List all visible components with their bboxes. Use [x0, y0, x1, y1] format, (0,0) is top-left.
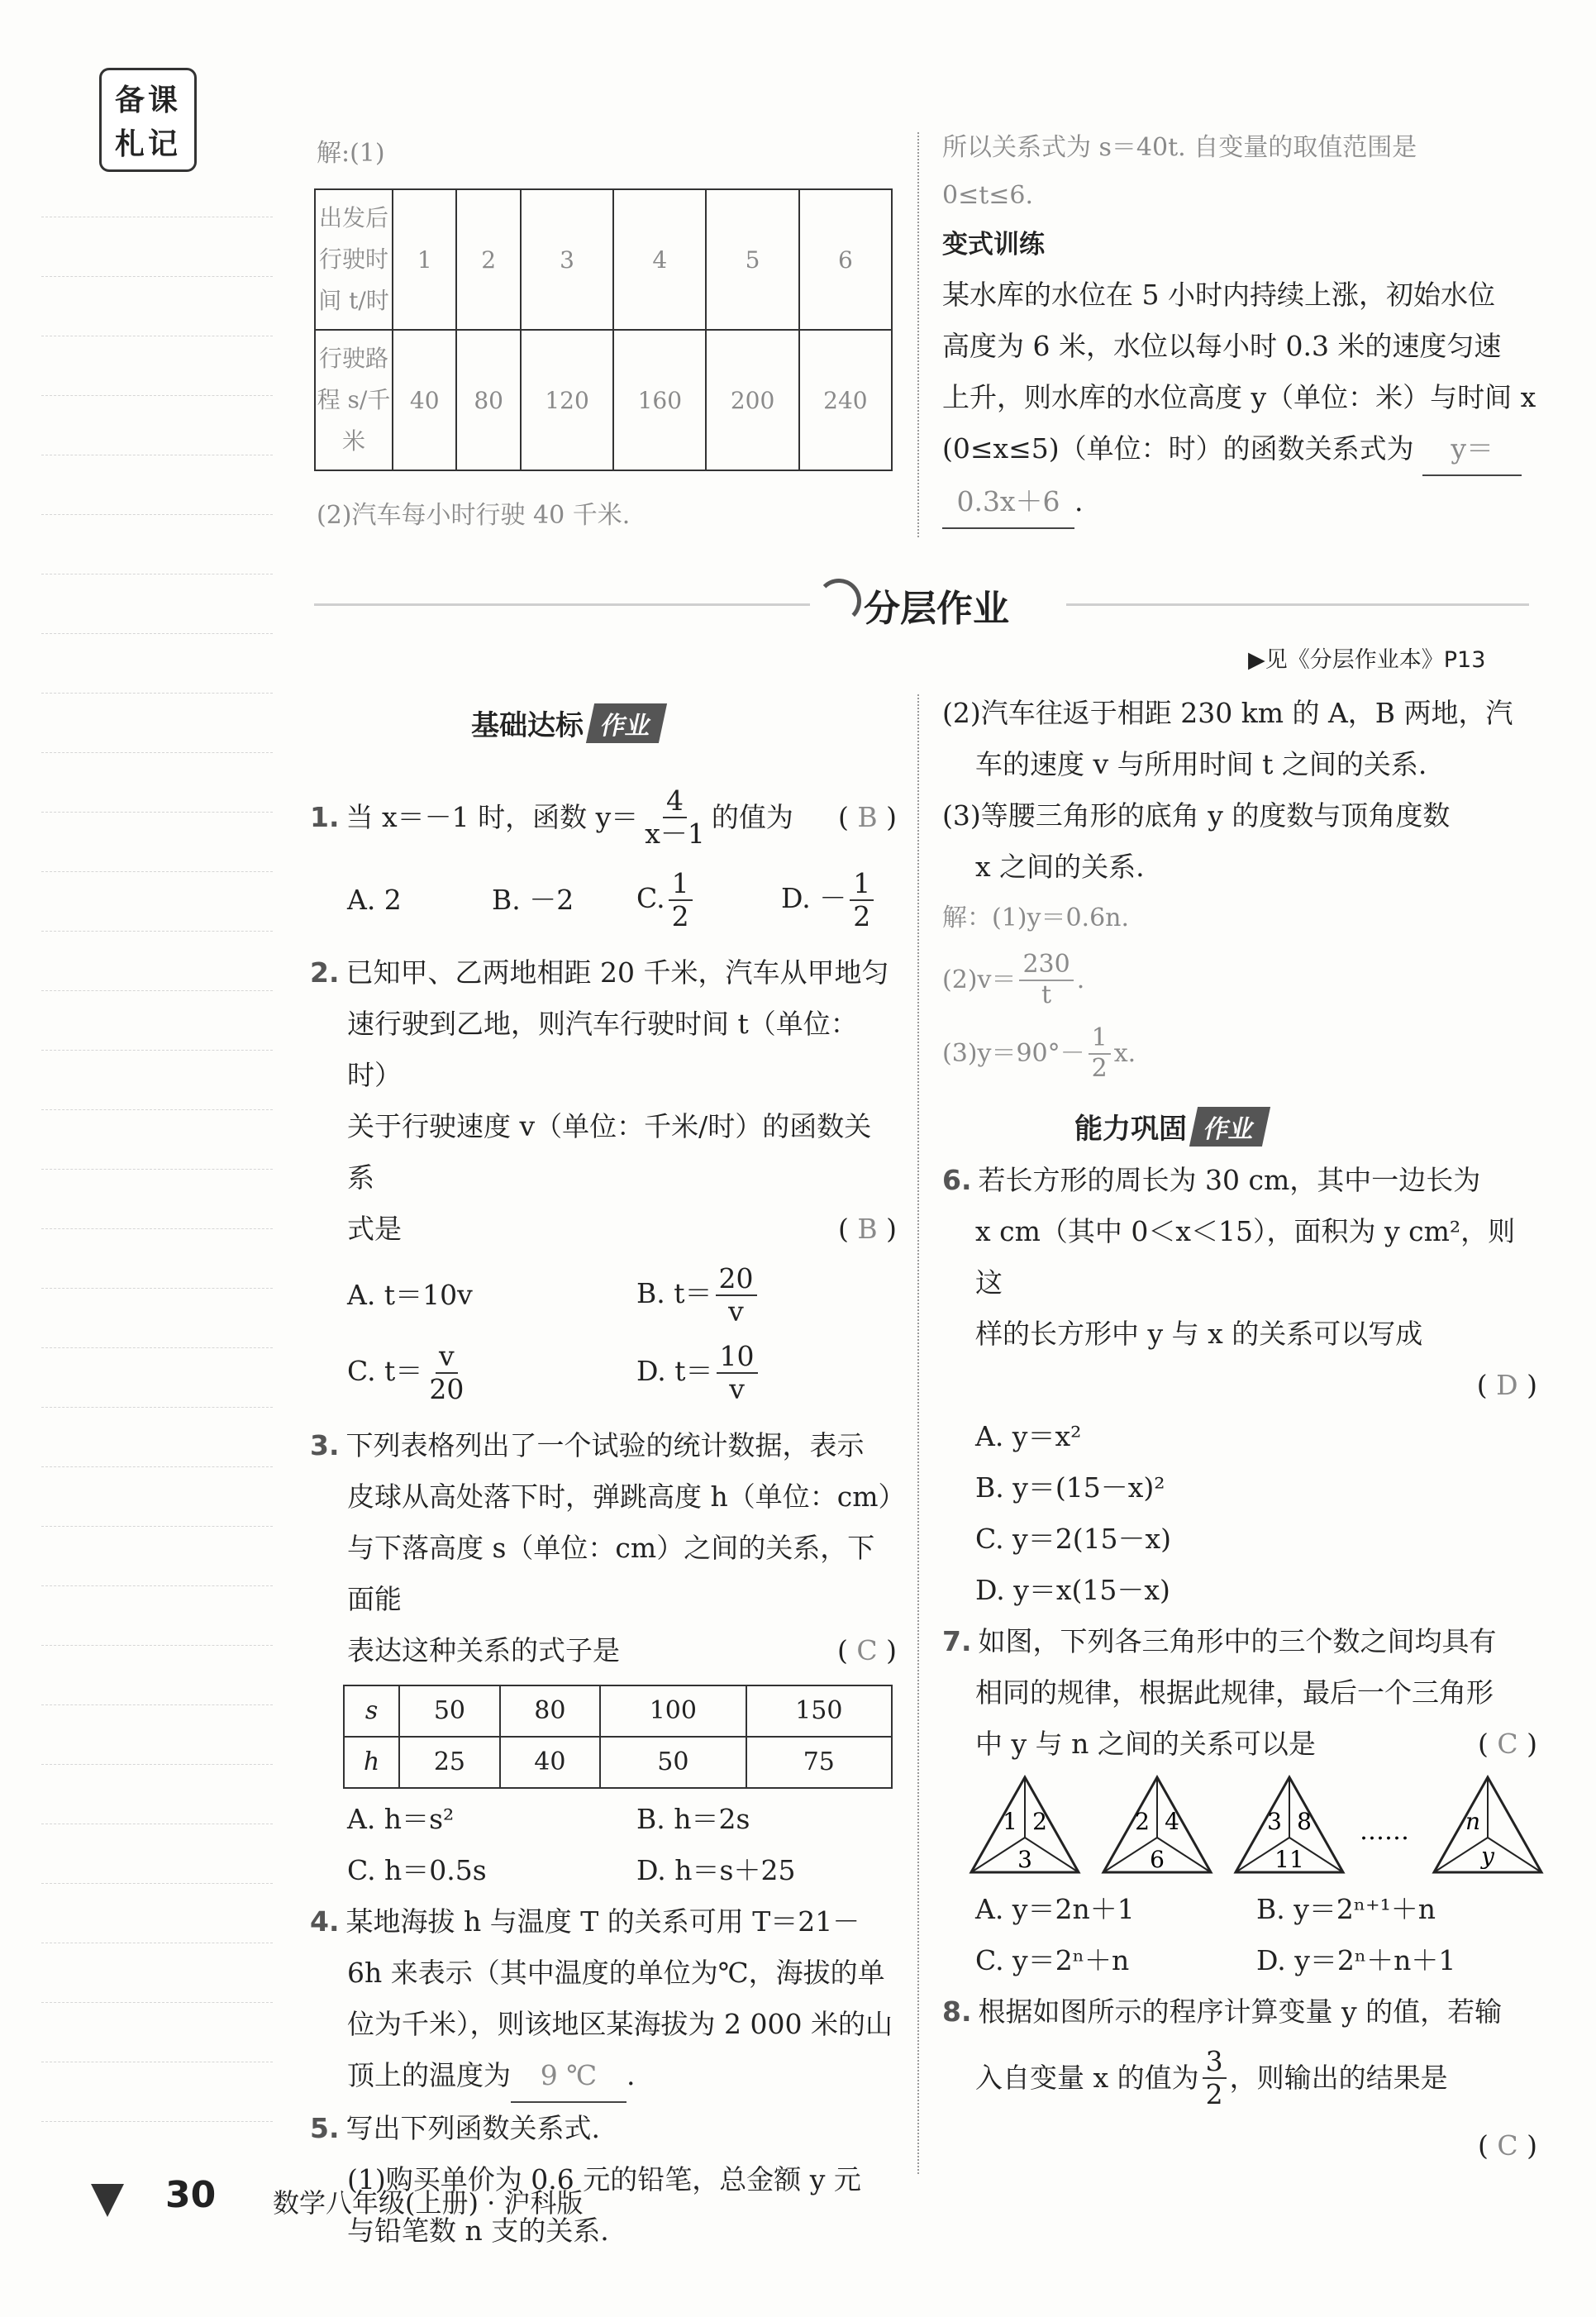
triangle-2	[1103, 1777, 1211, 1873]
table-cell: 2	[456, 189, 520, 330]
triangle-3	[1236, 1777, 1343, 1873]
top-left-part2: (2)汽车每小时行驶 40 千米.	[317, 501, 631, 530]
table-cell: 80	[456, 330, 520, 470]
triangle-number: 8	[1297, 1808, 1312, 1835]
section-divider-left	[314, 603, 810, 606]
bounce-table: s 50 80 100 150 h 25 40 50 75	[343, 1685, 893, 1789]
section-divider-right	[1066, 603, 1529, 606]
variant-title: 变式训练	[942, 230, 1045, 260]
answer-choice: C	[856, 1633, 878, 1666]
top-left-intro: 解:(1)	[317, 139, 385, 168]
question-4: 4. 某地海拔 h 与温度 T 的关系可用 T＝21－ 6h 来表示（其中温度的单位为℃，海拔的单 位为千米），则该地区某海拔为 2 000 米的山 顶上的温度为 9 ℃ .	[310, 1896, 897, 2103]
answer-choice: C	[1497, 1728, 1518, 1760]
answer-blank: y＝	[1422, 423, 1522, 476]
table-cell: 40	[393, 330, 456, 470]
triangle-number: 2	[1135, 1808, 1150, 1835]
notes-label-1: 备课	[114, 83, 181, 117]
footer-corner-icon	[91, 2184, 124, 2217]
triangle-pattern-figure	[967, 1773, 1546, 1881]
triangle-number: 3	[1267, 1808, 1282, 1835]
answer-choice: B	[857, 801, 878, 834]
triangle-number: 11	[1274, 1846, 1304, 1873]
table-cell: 1	[393, 189, 456, 330]
triangle-number: n	[1465, 1808, 1481, 1835]
triangle-number: 2	[1032, 1808, 1047, 1835]
options: A. 2 B. －2 C. $\frac{1}{2}$ D. － $\frac{1}{2}$	[347, 868, 897, 932]
triangle-4	[1434, 1777, 1541, 1872]
section-ref: ▶见《分层作业本》P13	[1248, 647, 1486, 673]
question-3: 3. 下列表格列出了一个试验的统计数据，表示 皮球从高处落下时，弹跳高度 h（单位：cm） 与下落高度 s（单位：cm）之间的关系，下面能 表达这种关系的式子是 ( C ) s 50 80 100 150 h 25 40 50 75 A. h＝s² B. h＝2s C. h＝0.5s D. h＝s＋25	[310, 1428, 906, 1886]
table-cell: 5	[706, 189, 798, 330]
answer-blank: 9 ℃	[511, 2050, 626, 2103]
question-6: 6. 若长方形的周长为 30 cm，其中一边长为 x cm（其中 0＜x＜15），面积为 y cm²，则这 样的长方形中 y 与 x 的关系可以写成 ( D ) A. y＝x² B. y＝(15－x)² C. y＝2(15－x) D. y＝x(15－x)	[942, 1164, 1537, 1606]
triangle-number: y	[1481, 1843, 1494, 1870]
question-7: 7. 如图，下列各三角形中的三个数之间均具有 相同的规律，根据此规律，最后一个三角形 中 y 与 n 之间的关系可以是 ( C ) 1 2 3 2 4 6 3 8 11 …… n y A. y＝2n＋1 B. y＝2ⁿ⁺¹＋n C. y＝2ⁿ＋n D. y＝2ⁿ＋n＋1	[942, 1616, 1537, 1986]
answer-choice: B	[857, 1212, 878, 1245]
table-cell: 6	[799, 189, 892, 330]
triangle-number: 4	[1165, 1808, 1179, 1835]
ellipsis: ……	[1360, 1817, 1409, 1846]
distance-time-table: 出发后 行驶时 间 t/时 1 2 3 4 5 6 行驶路 程 s/千 米 40 80 120 160 200 240	[314, 188, 893, 471]
question-5: 5. 写出下列函数关系式. (1)购买单价为 0.6 元的铅笔，总金额 y 元 与铅笔数 n 支的关系.	[310, 2111, 861, 2247]
left-column	[310, 784, 906, 2257]
triangle-number: 3	[1017, 1846, 1032, 1873]
table-cell: 3	[521, 189, 613, 330]
answer-blank: 0.3x＋6	[942, 476, 1074, 529]
answer-choice: C	[1497, 2129, 1518, 2162]
triangle-number: 1	[1003, 1808, 1017, 1835]
table-cell: 4	[613, 189, 706, 330]
table-cell: 160	[613, 330, 706, 470]
swirl-icon	[817, 579, 861, 623]
page-number: 30	[165, 2174, 217, 2216]
table-cell: 120	[521, 330, 613, 470]
table-cell: 240	[799, 330, 892, 470]
notes-box	[99, 68, 197, 172]
notes-label-2: 札记	[114, 127, 181, 161]
tag-ability: 能力巩固 作业	[1074, 1106, 1537, 1147]
triangle-1	[971, 1777, 1079, 1873]
section-title: 分层作业	[864, 588, 1009, 630]
question-1: 1. 当 x＝－1 时，函数 y＝ $\frac{4}{x-1}$ 的值为 ( B )	[310, 784, 897, 850]
book-title: 数学八年级(上册) · 沪科版	[273, 2187, 584, 2219]
answer-choice: D	[1496, 1369, 1518, 1401]
question-8: 8. 根据如图所示的程序计算变量 y 的值，若输 入自变量 x 的值为 $\frac{3}{2}$ ，则输出的结果是 ( C )	[942, 1995, 1537, 2162]
table-cell: 200	[706, 330, 798, 470]
question-2: 2. 已知甲、乙两地相距 20 千米，汽车从甲地匀 速行驶到乙地，则汽车行驶时间 t（单位：时） 关于行驶速度 v（单位：千米/时）的函数关系 式是 ( B ) A. t＝10v B. t＝ $\frac{20}{v}$ C. t＝ $\frac{v}{20}$ D. t＝ $\frac{10}{v}$	[310, 956, 897, 1405]
tag-basic: 基础达标 作业	[471, 703, 663, 743]
top-right-block: 所以关系式为 s＝40t. 自变量的取值范围是 0≤t≤6. 变式训练 某水库的水位在 5 小时内持续上涨，初始水位 高度为 6 米，水位以每小时 0.3 米的速度匀速 上升，则水库的水位高度 y（单位：米）与时间 x (0≤x≤5)（单位：时）的函数关系式为 y＝ 0.3x＋6 .	[942, 124, 1537, 529]
right-column: (2)汽车往返于相距 230 km 的 A，B 两地，汽 车的速度 v 与所用时间 t 之间的关系. (3)等腰三角形的底角 y 的度数与顶角度数 x 之间的关系. 解：(1)y＝0.6n. (2)v＝ $\frac{230}{t}$ . (3)y＝90°－ $\frac{1}{2}$ x. 能力巩固 作业 6. 若长方形的周长为 30 cm，其中一边长为 x cm（其中 0＜x＜15），面积为 y cm²，则这 样的长方形中 y 与 x 的关系可以写成 ( D ) A. y＝x² B. y＝(15－x)² C. y＝2(15－x) D. y＝x(15－x) 7. 如图，下列各三角形中的三个数之间均具有 相同的规律，根据此规律，最后一个三角形 中 y 与 n 之间的关系可以是 ( C ) 1 2 3 2 4 6 3 8 11 …… n y A. y＝2n＋1 B. y＝2ⁿ⁺¹＋n C. y＝2ⁿ＋n D. y＝2ⁿ＋n＋1 8. 根据如图所示的程序计算变量 y 的值，若输 入自变量 x 的值为 $\frac{3}{2}$ ，则输出的结果是 ( C )	[942, 688, 1537, 2172]
triangle-number: 6	[1150, 1846, 1165, 1873]
